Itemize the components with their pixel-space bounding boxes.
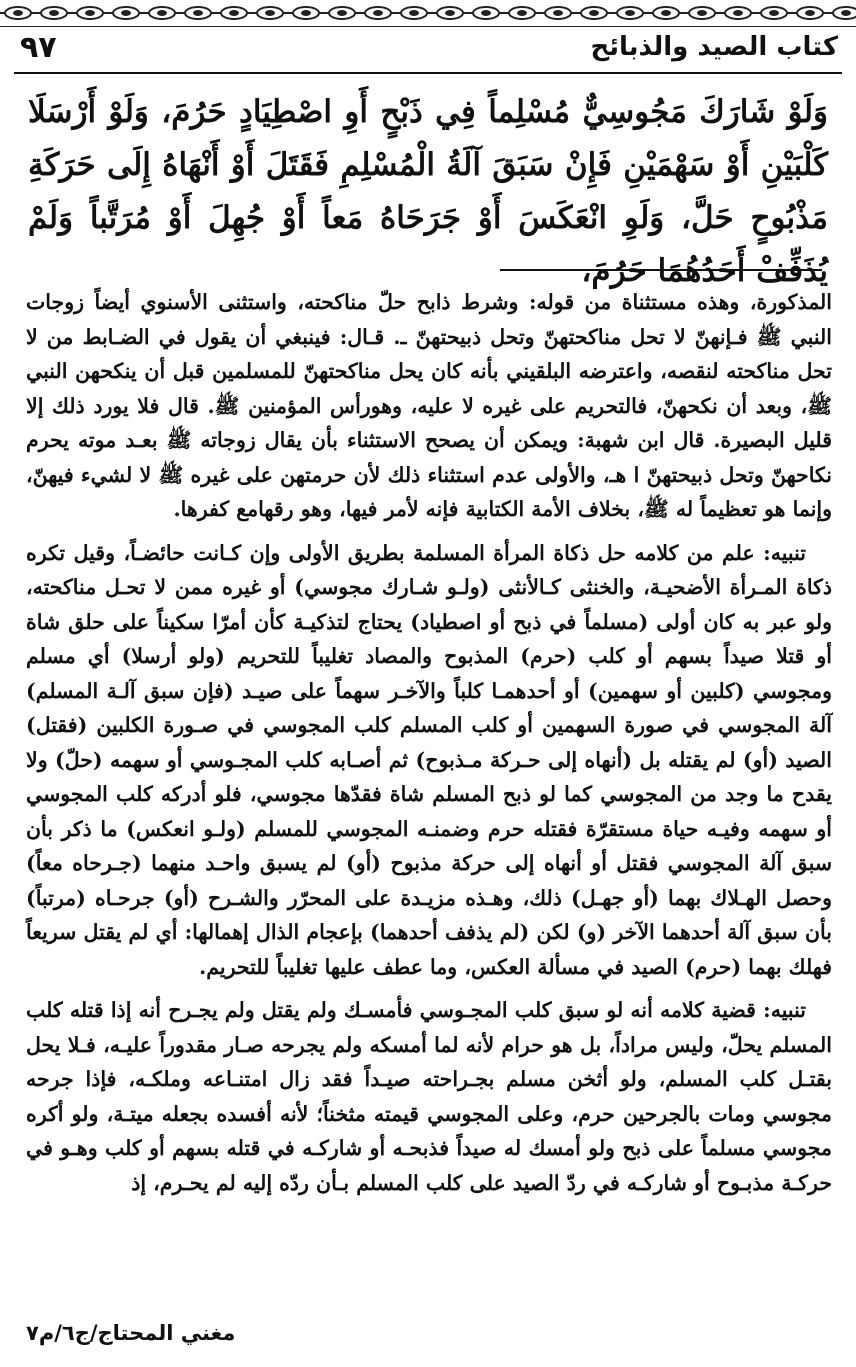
- commentary-paragraph-2: تنبيه: علم من كلامه حل ذكاة المرأة المسلمة بطريق الأولى وإن كـانت حائضـاً، وقيل تكره ذكاة المـرأة الأضحيـة، والخنثى كـالأنثى (ولـو شـارك مجوسي) أو غيره ممن لا تحـل مناكحته، ولو عبر به كان أولى (مسلماً في ذبح أو اصطياد) يحتاج لتذكيـة كأن أمرّا سكيناً على حلق شاة أو قتلا صيداً بسهم أو كلب (حرم) المذبوح والمصاد تغليباً للتحريم (ولو أرسلا) أي مسلم ومجوسي (كلبين أو سهمين) أو أحدهمـا كلباً والآخـر سهماً على صيـد (فإن سبق آلـة المسلم) آلة المجوسي في صورة السهمين أو كلب المسلم كلب المجوسي في صـورة الكلبين (فقتل) الصيد (أو) لم يقتله بل (أنهاه إلى حـركة مـذبوح) ثم أصـابه كلب المجـوسي أو سهمه (حلّ) ولا يقدح ما وجد من المجوسي كما لو ذبح المسلم شاة فقدّها مجوسي، فلو أدركه كلب المجوسي أو سهمه وفيـه حياة مستقرّة فقتله حرم وضمنـه المجوسي للمسلم (ولـو انعكس) ما ذكر بأن سبق آلة المجوسي فقتل أو أنهاه إلى حركة مذبوح (أو) لم يسبق واحـد منهما (جـرحاه معاً) وحصل الهـلاك بهما (أو جهـل) ذلك، وهـذه مزيـدة على المحرّر والشـرح (أو) جرحـاه (مرتباً) بأن سبق آلة أحدهما الآخر (و) لكن (لم يذفف أحدهما) بإعجام الذال إهمالها: أي لم يقتل سريعاً فهلك بهما (حرم) الصيد في مسألة العكس، وما عطف عليها تغليباً للتحريم.: [26, 540, 832, 979]
- decorative-border: [0, 0, 856, 27]
- divider-line: [500, 269, 822, 271]
- main-text-paragraph: وَلَوْ شَارَكَ مَجُوسِيٌّ مُسْلِماً فِي ذَبْحٍ أَوِ اصْطِيَادٍ حَرُمَ، وَلَوْ أَرْسَلَا كَلْبَيْنِ أَوْ سَهْمَيْنِ فَإِنْ سَبَقَ آلَةُ الْمُسْلِمِ فَقَتَلَ أَوْ أَنْهَاهُ إِلَى حَرَكَةِ مَذْبُوحٍ حَلَّ، وَلَوِ انْعَكَسَ أَوْ جَرَحَاهُ مَعاً أَوْ جُهِلَ أَوْ مُرَتَّباً وَلَمْ يُذَفِّفْ أَحَدُهُمَا حَرُمَ،: [28, 94, 828, 289]
- page-header: [14, 28, 842, 74]
- book-title: كتاب الصيد والذبائح: [590, 32, 838, 62]
- page-number: ٩٧: [20, 30, 57, 65]
- footer-signature: مغني المحتاج/ج٦/م٧: [26, 1321, 236, 1345]
- commentary-paragraph-1: المذكورة، وهذه مستثناة من قوله: وشرط ذابح حلّ مناكحته، واستثنى الأسنوي أيضاً زوجات النبي ﷺ فـإنهنّ لا تحل مناكحتهنّ وتحل ذبيحتهنّ ـ. قـال: فينبغي أن يقول في الضـابط من لا تحل مناكحته لنقصه، واعترضه البلقيني بأنه كان يحل مناكحتهنّ للمسلمين قبل أن ينكحهن النبي ﷺ، وبعد أن نكحهنّ، فالتحريم على غيره لا عليه، وهورأس المؤمنين ﷺ. قال فلا يورد ذلك إلا قليل البصيرة. قال ابن شهبة: ويمكن أن يصحح الاستثناء بأن يقال زوجاته ﷺ بعـد موته يحرم نكاحهنّ وتحل ذبيحتهنّ ا هـ، والأولى عدم استثناء ذلك لأن حرمتهن على غيره ﷺ لا لشيء فيهنّ، وإنما هو تعظيماً له ﷺ، بخلاف الأمة الكتابية فإنه لأمر فيها، وهو رقهامع كفرها.: [26, 290, 832, 521]
- main-text: [28, 86, 828, 298]
- commentary-paragraph-3: تنبيه: قضية كلامه أنه لو سبق كلب المجـوسي فأمسـك ولم يقتل ولم يجـرح أنه إذا قتله كلب المسلم يحلّ، وليس مراداً، بل هو حرام لأنه لما أمسكه ولم يجرحه صـار مقدوراً عليـه، فـلا يحل بقتـل كلب المسلم، ولو أثخن مسلم بجـراحته صيـداً فقد زال امتنـاعه وملكـه، فإذا جرحه مجوسي ومات بالجرحين حرم، وعلى المجوسي قيمته مثخناً؛ لأنه أفسده بجعله ميتـة، ولو أكره مجوسي مسلماً على ذبح ولو أمسك له صيداً فذبحـه أو شاركـه في قتله بسهم أو كلب وهـو في حركـة مذبـوح أو شاركـه في ردّ الصيد على كلب المسلم بـأن ردّه إليه لم يحـرم، إذ: [26, 998, 832, 1195]
- commentary: [26, 285, 832, 1209]
